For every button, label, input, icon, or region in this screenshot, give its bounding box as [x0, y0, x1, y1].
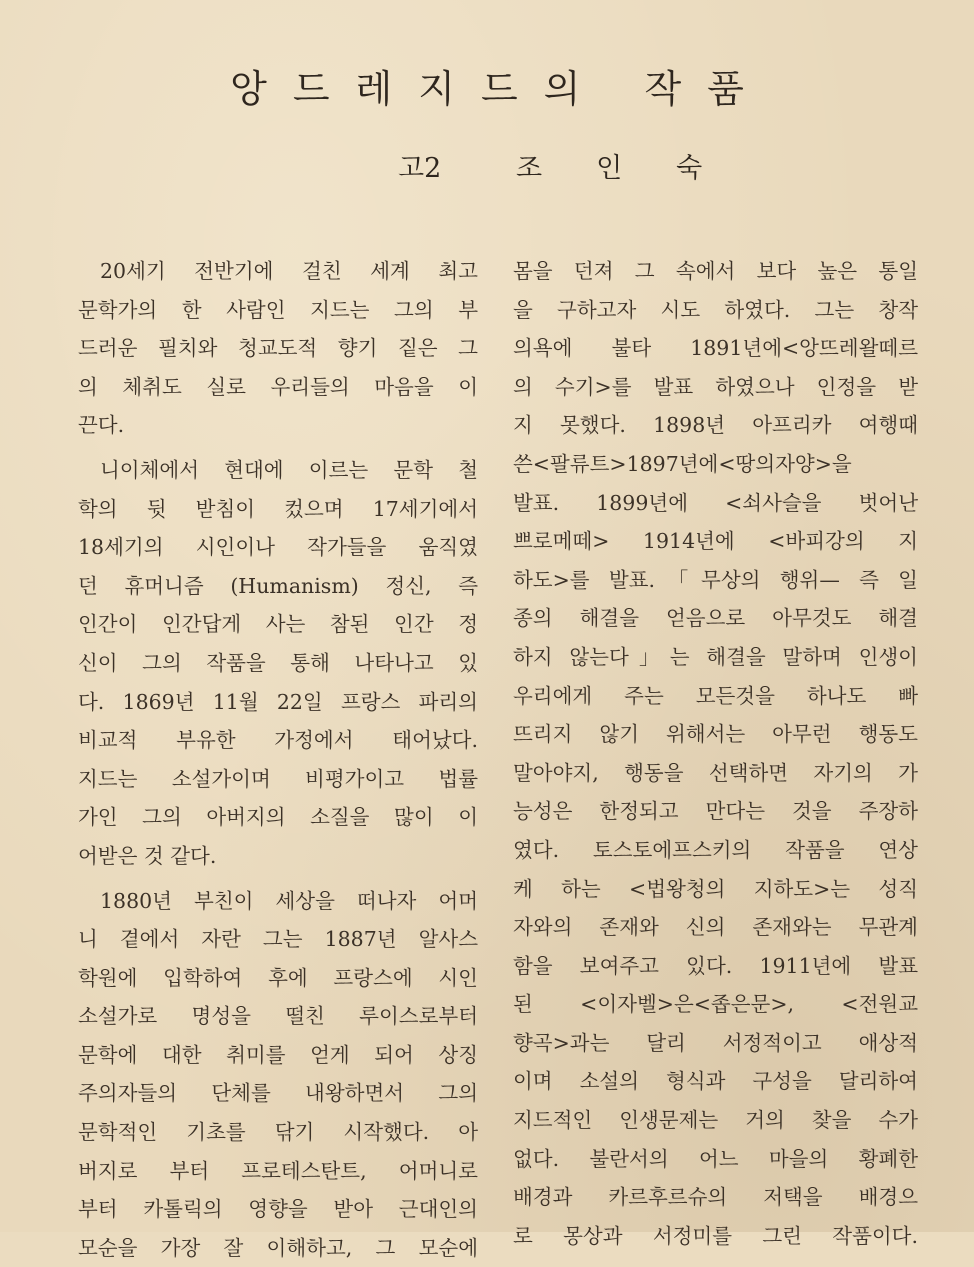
- paragraph: [78, 252, 478, 445]
- text-line: 문학에 대한 취미를 얻게 되어 상징: [78, 1036, 478, 1075]
- text-line: 하지 않는다」는 해결을 말하며 인생이: [513, 638, 918, 677]
- text-line: 지 못했다. 1898년 아프리카 여행때: [513, 406, 918, 445]
- text-line: 함을 보여주고 있다. 1911년에 발표: [513, 947, 918, 986]
- text-line: 없다. 불란서의 어느 마을의 황폐한: [513, 1140, 918, 1179]
- text-line: 모순을 가장 잘 이해하고, 그 모순에: [78, 1229, 478, 1267]
- author-byline: [398, 146, 756, 185]
- text-line: 의 수기>를 발표 하였으나 인정을 받: [513, 368, 918, 407]
- text-line: 이며 소설의 형식과 구성을 달리하여: [513, 1062, 918, 1101]
- text-line: 학원에 입학하여 후에 프랑스에 시인: [78, 959, 478, 998]
- text-line: 주의자들의 단체를 내왕하면서 그의: [78, 1074, 478, 1113]
- author-grade: 고2: [398, 146, 516, 185]
- text-line: 니이체에서 현대에 이르는 문학 철: [78, 451, 478, 490]
- text-line: 발표. 1899년에 <쇠사슬을 벗어난: [513, 484, 918, 523]
- text-line: 18세기의 시인이나 작가들을 움직였: [78, 528, 478, 567]
- text-line: 버지로 부터 프로테스탄트, 어머니로: [78, 1152, 478, 1191]
- text-line: 의욕에 불타 1891년에<앙뜨레왈떼르: [513, 329, 918, 368]
- author-name: 조인숙: [516, 153, 756, 184]
- text-line: 하도>를 발표.「무상의 행위— 즉 일: [513, 561, 918, 600]
- text-line: 끈다.: [78, 406, 478, 445]
- text-line: 향곡>과는 달리 서정적이고 애상적: [513, 1024, 918, 1063]
- text-line: 1880년 부친이 세상을 떠나자 어머: [78, 882, 478, 921]
- text-line: 인간이 인간답게 사는 참된 인간 정: [78, 605, 478, 644]
- text-line: 드러운 필치와 청교도적 향기 짙은 그: [78, 329, 478, 368]
- text-line: 니 곁에서 자란 그는 1887년 알사스: [78, 920, 478, 959]
- text-line: 로 몽상과 서정미를 그린 작품이다.: [513, 1217, 918, 1256]
- text-line: 신이 그의 작품을 통해 나타나고 있: [78, 644, 478, 683]
- text-line: 비교적 부유한 가정에서 태어났다.: [78, 721, 478, 760]
- text-line: 부터 카톨릭의 영향을 받아 근대인의: [78, 1190, 478, 1229]
- text-line: 배경과 카르후르슈의 저택을 배경으: [513, 1178, 918, 1217]
- text-line: 쁘로메떼> 1914년에 <바피강의 지: [513, 522, 918, 561]
- right-column: [513, 252, 918, 1255]
- text-line: 자와의 존재와 신의 존재와는 무관계: [513, 908, 918, 947]
- text-line: 의 체취도 실로 우리들의 마음을 이: [78, 368, 478, 407]
- text-line: 20세기 전반기에 걸친 세계 최고: [78, 252, 478, 291]
- text-line: 문학가의 한 사람인 지드는 그의 부: [78, 291, 478, 330]
- left-column: [78, 252, 478, 1267]
- text-line: 다. 1869년 11월 22일 프랑스 파리의: [78, 683, 478, 722]
- text-line: 쓴<팔류트>1897년에<땅의자양>을: [513, 445, 918, 484]
- text-line: 지드적인 인생문제는 거의 찾을 수가: [513, 1101, 918, 1140]
- text-line: 말아야지, 행동을 선택하면 자기의 가: [513, 754, 918, 793]
- paragraph: [78, 882, 478, 1267]
- text-line: 지드는 소설가이며 비평가이고 법률: [78, 760, 478, 799]
- text-line: 였다. 토스토에프스키의 작품을 연상: [513, 831, 918, 870]
- text-line: 을 구하고자 시도 하였다. 그는 창작: [513, 291, 918, 330]
- text-line: 우리에게 주는 모든것을 하나도 빠: [513, 677, 918, 716]
- paragraph: [513, 252, 918, 1255]
- text-line: 된 <이자벨>은<좁은문>, <전원교: [513, 985, 918, 1024]
- text-line: 던 휴머니즘 (Humanism) 정신, 즉: [78, 567, 478, 606]
- paragraph: [78, 451, 478, 876]
- text-line: 뜨리지 않기 위해서는 아무런 행동도: [513, 715, 918, 754]
- text-line: 문학적인 기초를 닦기 시작했다. 아: [78, 1113, 478, 1152]
- text-line: 몸을 던져 그 속에서 보다 높은 통일: [513, 252, 918, 291]
- text-line: 가인 그의 아버지의 소질을 많이 이: [78, 798, 478, 837]
- text-line: 종의 해결을 얻음으로 아무것도 해결: [513, 599, 918, 638]
- text-line: 학의 뒷 받침이 컸으며 17세기에서: [78, 490, 478, 529]
- text-line: 능성은 한정되고 만다는 것을 주장하: [513, 792, 918, 831]
- text-line: 어받은 것 같다.: [78, 837, 478, 876]
- text-line: 소설가로 명성을 떨친 루이스로부터: [78, 997, 478, 1036]
- article-title: 앙드레지드의 작품: [0, 58, 974, 113]
- text-line: 케 하는 <법왕청의 지하도>는 성직: [513, 870, 918, 909]
